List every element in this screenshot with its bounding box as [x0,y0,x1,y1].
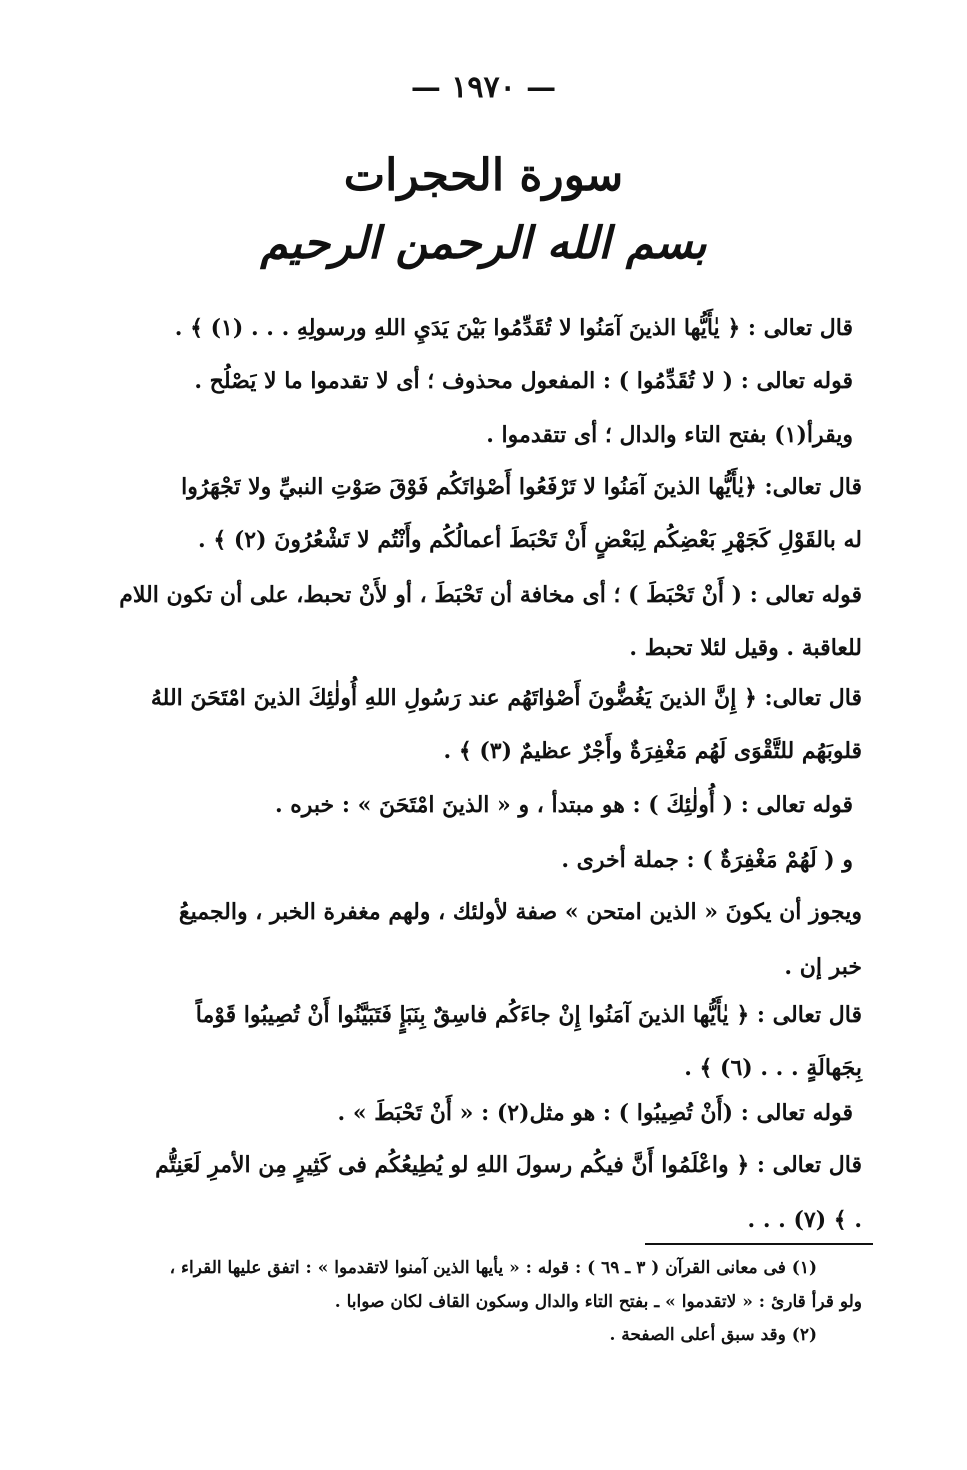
text-line-15: بِجَهالَةٍ . . . (٦) ﴾ . [684,1055,862,1081]
footnote-line-2: ولو قرأ قارئ : « لاتقدموا » ـ بفتح التاء والدال وسكون القاف لكان صوابا . [334,1292,862,1312]
text-line-13: خبر إن . [784,954,862,980]
text-line-1: قال تعالى : ﴿ يٰأَيُّها الذينَ آمَنُوا لا تُقَدِّمُوا بَيْنَ يَدَيِ اللهِ ورسولِهِ . . . (١) ﴾ . [174,315,853,341]
text-line-8: قال تعالى: ﴿ إِنَّ الذينَ يَغُضُّونَ أَصْوٰاتَهُم عند رَسُولِ اللهِ أُولٰئِكَ الذينَ امْتَحَنَ اللهُ [150,685,862,711]
text-line-16: قوله تعالى : (أَنْ تُصِيبُوا ) : هو مثل(٢) : « أَنْ تَحْبَطَ » . [337,1100,853,1126]
text-line-4: قال تعالى: ﴿يٰأَيُّها الذينَ آمَنُوا لا تَرْفَعُوا أَصْوٰاتَكُم فَوْقَ صَوْتِ النبيِّ ولا تَجْهَرُوا [181,474,862,500]
text-line-6: قوله تعالى : ( أَنْ تَحْبَطَ ) ؛ أى مخافة أن تَحْبَطَ ، أو لأَنْ تحبط، على أن تكون اللام [119,582,862,608]
text-line-10: قوله تعالى : ( أُولٰئِكَ ) : هو مبتدأ ، و « الذينَ امْتَحَنَ » : خبره . [274,792,853,818]
text-line-9: قلوبَهُم للتَّقْوَى لَهُم مَغْفِرَةٌ وأَجْرٌ عظيمٌ (٣) ﴾ . [443,738,862,764]
footnote-line-1: (١) فى معانى القرآن ( ٣ ـ ٦٩ ) : قوله : « يأيها الذين آمنوا لاتقدموا » : اتفق عليها القراء ، [169,1258,817,1278]
text-line-5: له بالقَوْلِ كَجَهْرِ بَعْضِكُم لِبَعْضٍ أَنْ تَحْبَطَ أعمالُكُم وأَنْتُم لا تَشْعُرُونَ (٢) ﴾ . [198,527,862,553]
basmala: بسم الله الرحمن الرحيم [260,218,707,269]
footnote-line-3: (٢) وقد سبق أعلى الصفحة . [609,1325,817,1345]
text-line-14: قال تعالى : ﴿ يٰأَيُّها الذينَ آمَنُوا إِنْ جاءَكُم فاسِقٌ بِنَبَإٍ فَتَبَيَّنُوا أَنْ تُصِيبُوا قَوْماً [195,1002,862,1028]
text-line-2: قوله تعالى : ( لا تُقَدِّمُوا ) : المفعول محذوف ؛ أى لا تقدموا ما لا يَصْلُح . [194,368,853,394]
text-line-17: قال تعالى : ﴿ واعْلَمُوا أَنَّ فيكُم رسولَ اللهِ لو يُطِيعُكُم فى كَثِيرٍ مِن الأمرِ لَعَنِتُّم [155,1152,862,1178]
text-line-18: . . . (٧) ﴾ . [747,1207,862,1233]
text-line-7: للعاقبة . وقيل لئلا تحبط . [629,635,862,661]
footnote-divider [645,1243,873,1245]
page-number: — ١٩٧٠ — [410,70,557,105]
text-line-12: ويجوز أن يكونَ « الذين امتحن » صفة لأولئك ، ولهم مغفرة الخبر ، والجميعُ [178,899,862,925]
text-line-3: ويقرأ(١) بفتح التاء والدال ؛ أى تتقدموا . [486,422,853,448]
surah-title: سورة الحجرات [343,150,624,201]
text-line-11: و ( لَهُمْ مَغْفِرَةٌ ) : جملة أخرى . [561,847,853,873]
